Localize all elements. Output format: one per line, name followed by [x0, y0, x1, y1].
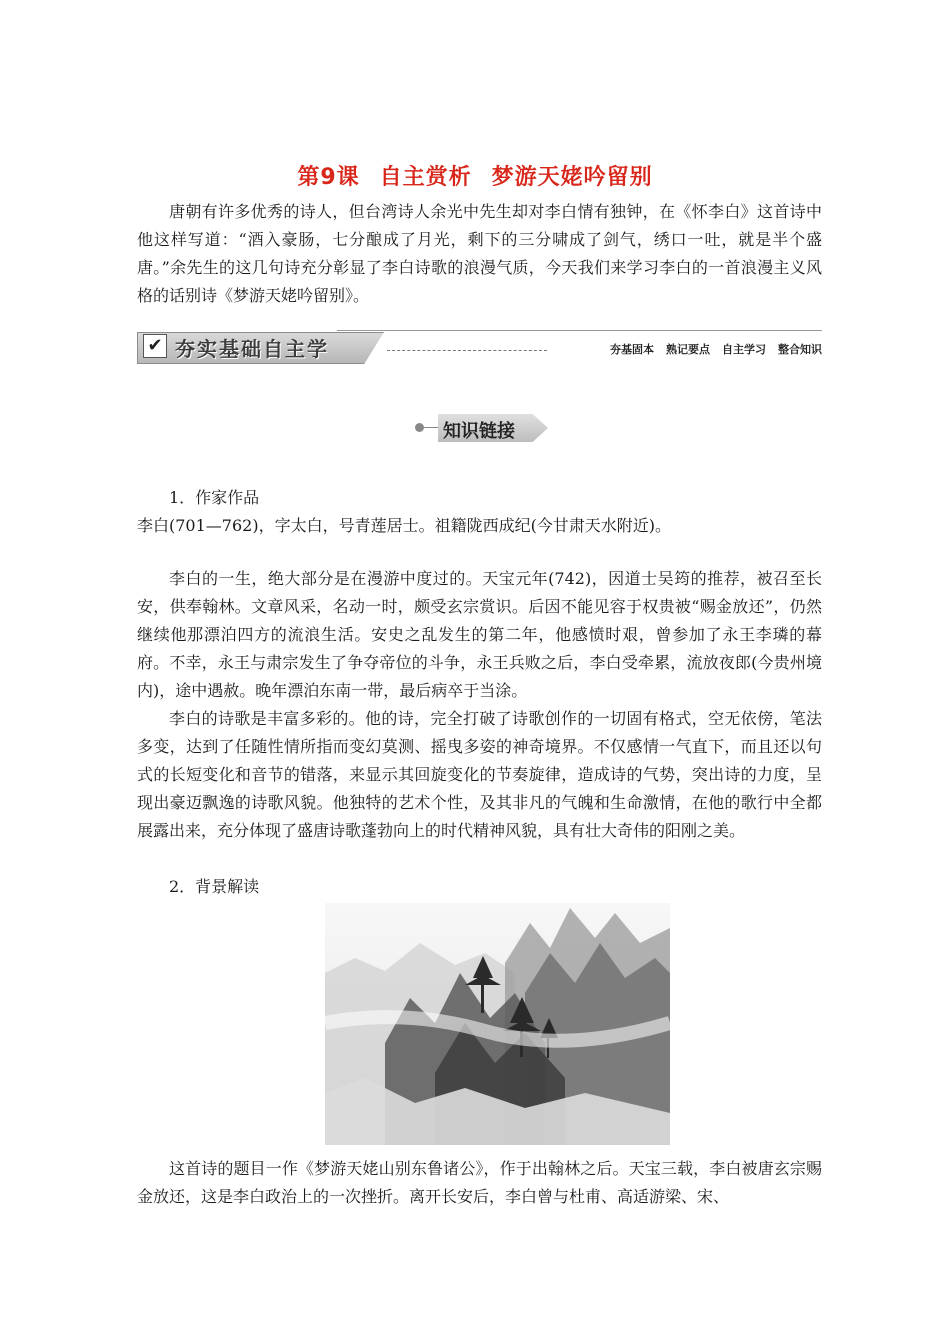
banner-tag: 整合知识 [778, 343, 822, 356]
banner-tag: 自主学习 [722, 343, 766, 356]
banner-divider [387, 350, 547, 351]
ink-landscape-illustration [325, 903, 670, 1145]
section-heading-author: 1．作家作品 [169, 488, 260, 507]
section-banner [137, 330, 822, 366]
banner-tags [598, 341, 822, 357]
section-heading-background: 2．背景解读 [169, 877, 260, 896]
banner-top-rule [337, 330, 822, 331]
knowledge-link-label: 知识链接 [443, 421, 515, 442]
intro-paragraph: 唐朝有许多优秀的诗人，但台湾诗人余光中先生却对李白情有独钟，在《怀李白》这首诗中他这样写道：“酒入豪肠，七分酿成了月光，剩下的三分啸成了剑气，绣口一吐，就是半个盛唐。”余先生的这几句诗充分彰显了李白诗歌的浪漫气质，今天我们来学习李白的一首浪漫主义风格的话别诗《梦游天姥吟留别》。 [137, 202, 822, 305]
check-icon: ✔ [143, 334, 167, 358]
tag-connector [424, 427, 438, 428]
banner-label: 夯实基础自主学 [175, 337, 329, 361]
lesson-number: 第9课 [297, 165, 360, 190]
page-title [0, 160, 950, 191]
lesson-category: 自主赏析 [379, 165, 472, 190]
landscape-painting-image [325, 903, 670, 1145]
bullet-dot-icon [415, 423, 424, 432]
banner-tag: 熟记要点 [666, 343, 710, 356]
author-life-paragraph: 李白的一生，绝大部分是在漫游中度过的。天宝元年(742)，因道士吴筠的推荐，被召至长安，供奉翰林。文章风采，名动一时，颇受玄宗赏识。后因不能见容于权贵被“赐金放还”，仍然继续他那漂泊四方的流浪生活。安史之乱发生的第二年，他感愤时艰，曾参加了永王李璘的幕府。不幸，永王与肃宗发生了争夺帝位的斗争，永王兵败之后，李白受牵累，流放夜郎(今贵州境内)，途中遇赦。晚年漂泊东南一带，最后病卒于当涂。 [137, 569, 822, 700]
author-bio: 李白(701—762)，字太白，号青莲居士。祖籍陇西成纪(今甘肃天水附近)。 [137, 516, 672, 535]
banner-tag: 夯基固本 [610, 343, 654, 356]
poetry-style-paragraph: 李白的诗歌是丰富多彩的。他的诗，完全打破了诗歌创作的一切固有格式，空无依傍，笔法多变，达到了任随性情所指而变幻莫测、摇曳多姿的神奇境界。不仅感情一气直下，而且还以句式的长短变化和音节的错落，来显示其回旋变化的节奏旋律，造成诗的气势，突出诗的力度，呈现出豪迈飘逸的诗歌风貌。他独特的艺术个性，及其非凡的气魄和生命激情，在他的歌行中全都展露出来，充分体现了盛唐诗歌蓬勃向上的时代精神风貌，具有壮大奇伟的阳刚之美。 [137, 709, 822, 840]
lesson-name: 梦游天姥吟留别 [491, 165, 653, 190]
background-paragraph: 这首诗的题目一作《梦游天姥山别东鲁诸公》，作于出翰林之后。天宝三载，李白被唐玄宗赐金放还，这是李白政治上的一次挫折。离开长安后，李白曾与杜甫、高适游梁、宋、 [137, 1159, 822, 1206]
